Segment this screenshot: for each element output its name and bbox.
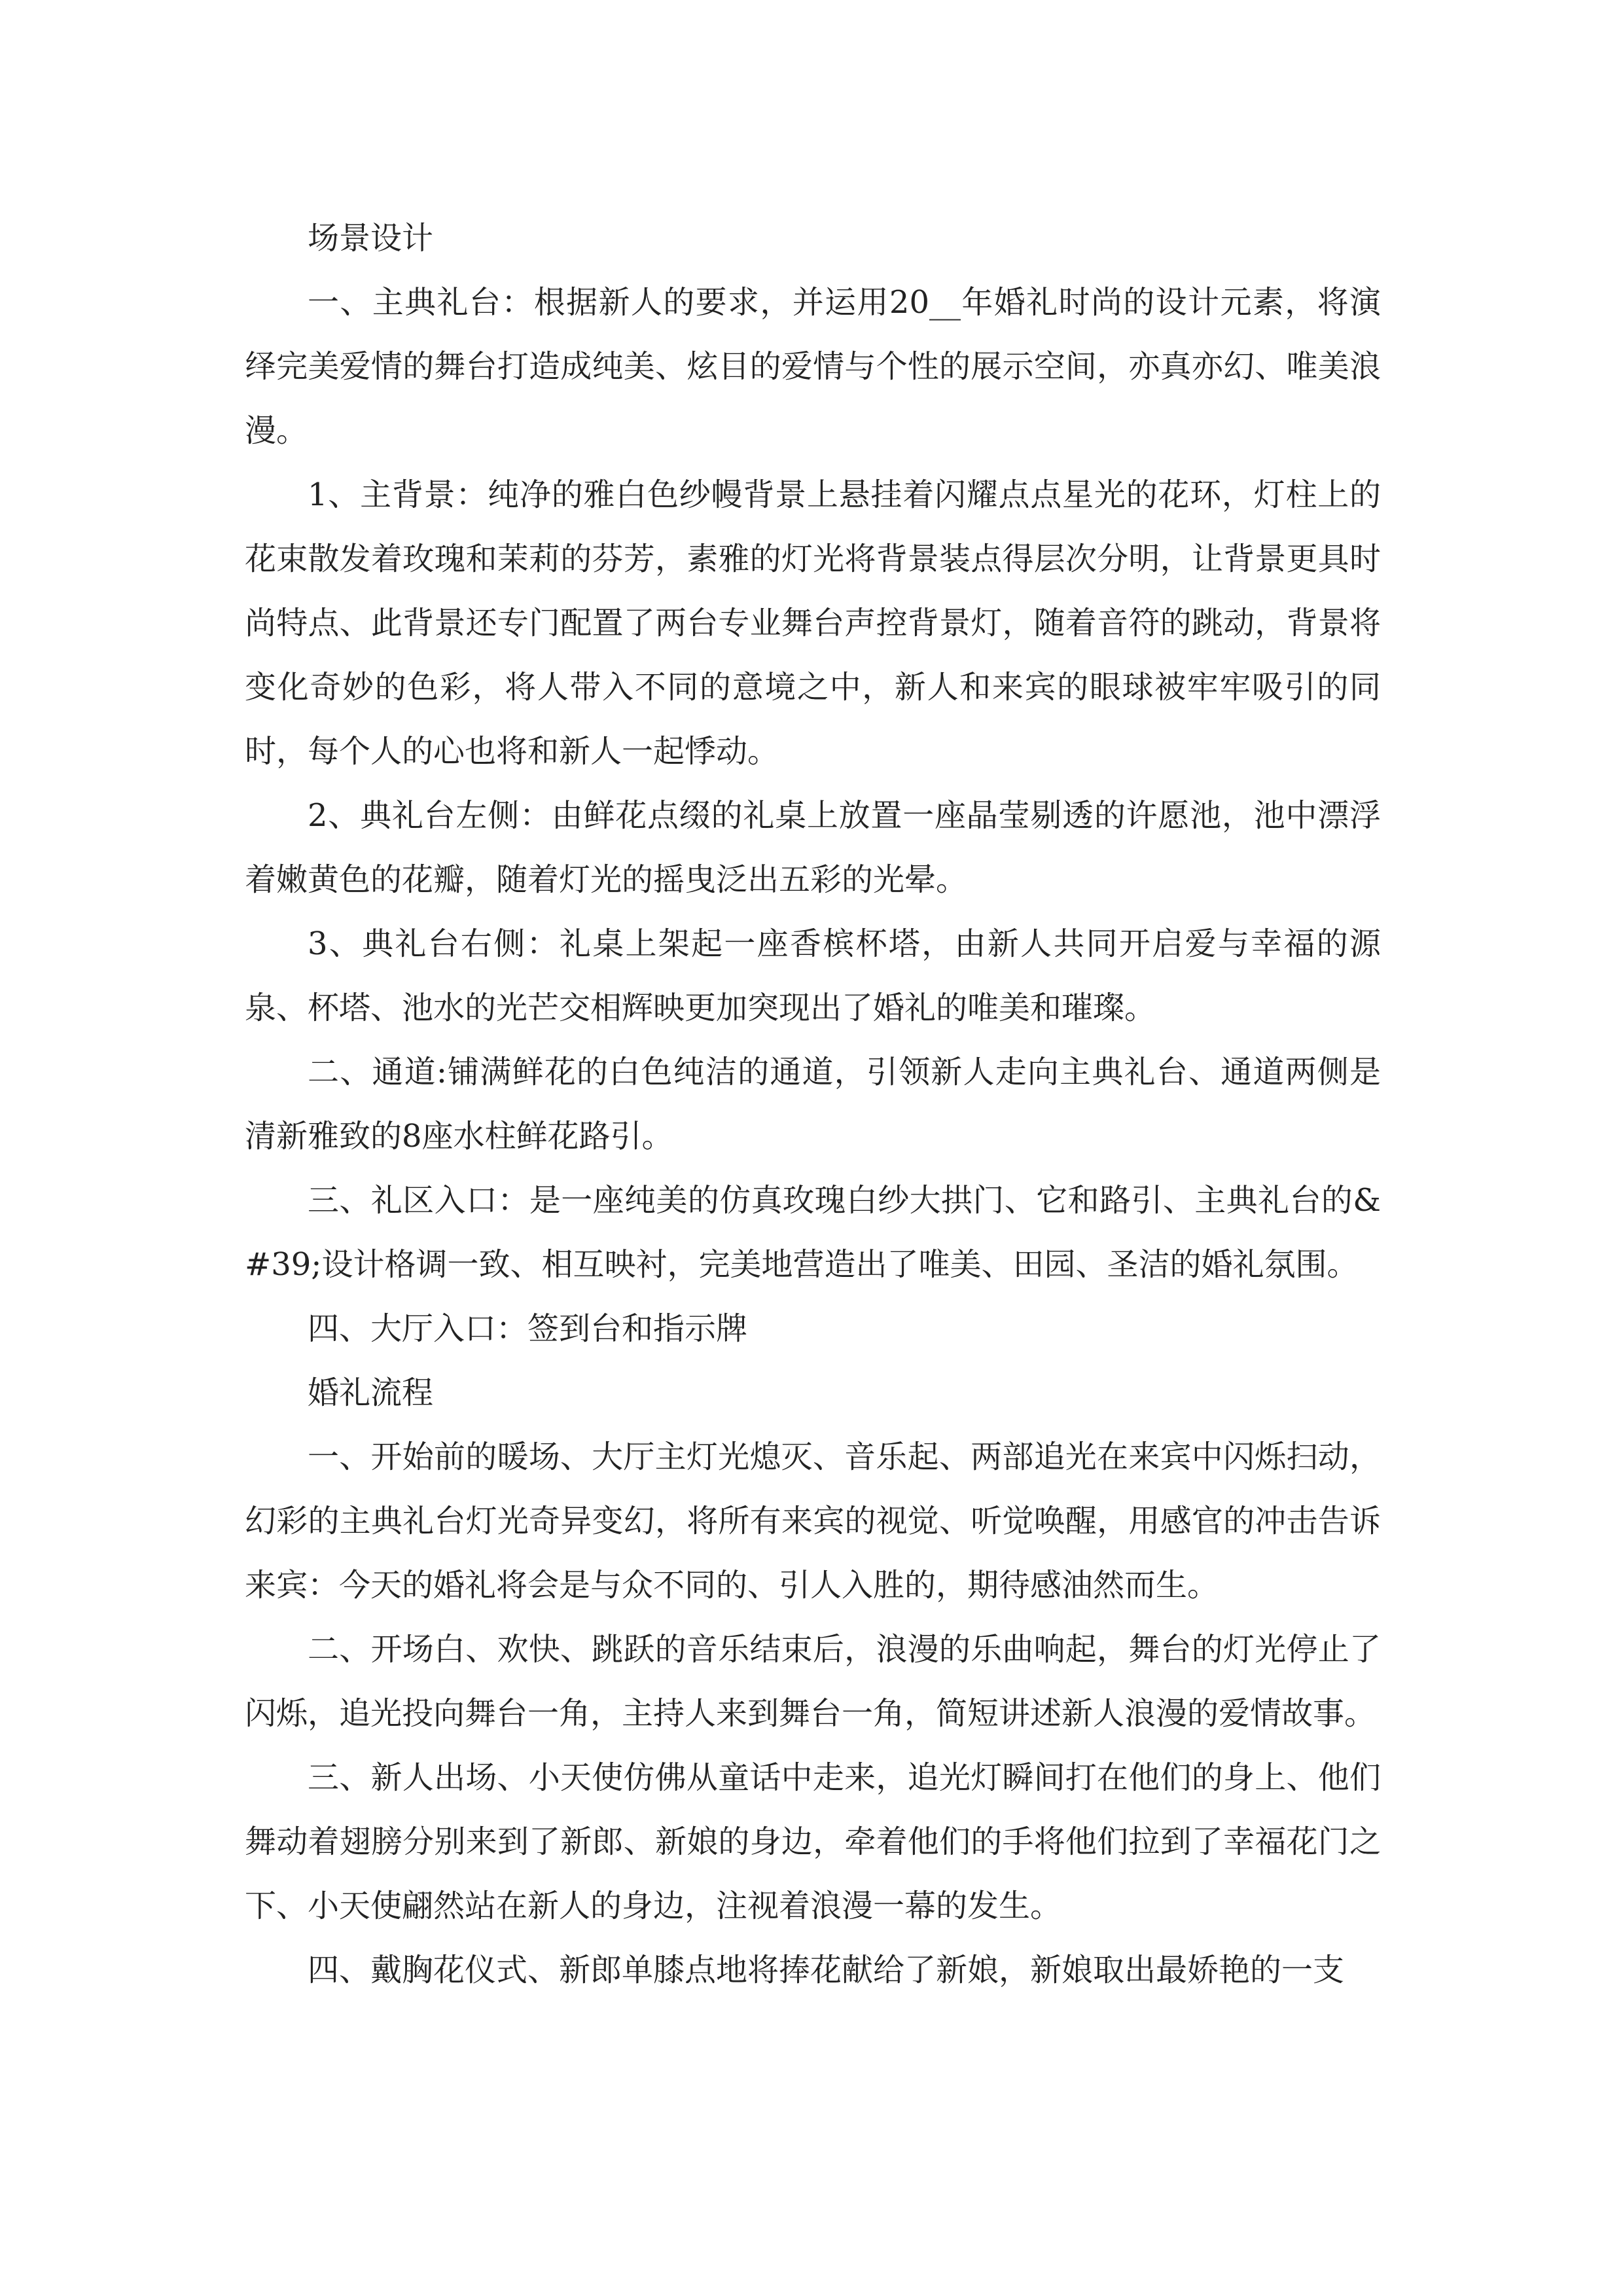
paragraph-couple-entrance: 三、新人出场、小天使仿佛从童话中走来，追光灯瞬间打在他们的身上、他们舞动着翅膀分别来到了新郎、新娘的身边，牵着他们的手将他们拉到了幸福花门之下、小天使翩然站在新人的身边，注视着浪漫一幕的发生。 [245,1759,1381,1924]
document-body [245,206,1381,2002]
paragraph-stage-right: 3、典礼台右侧：礼桌上架起一座香槟杯塔，由新人共同开启爱与幸福的源泉、杯塔、池水的光芒交相辉映更加突现出了婚礼的唯美和璀璨。 [245,925,1381,1026]
paragraph-hall-entrance: 四、大厅入口：签到台和指示牌 [308,1310,748,1347]
paragraph-aisle: 二、通道:铺满鲜花的白色纯洁的通道，引领新人走向主典礼台、通道两侧是清新雅致的8座水柱鲜花路引。 [245,1054,1381,1155]
paragraph-ceremony-entrance: 三、礼区入口：是一座纯美的仿真玫瑰白纱大拱门、它和路引、主典礼台的&#39;设计格调一致、相互映衬，完美地营造出了唯美、田园、圣洁的婚礼氛围。 [245,1182,1381,1283]
section-heading-scene-design: 场景设计 [308,220,434,257]
paragraph-opening: 二、开场白、欢快、跳跃的音乐结束后，浪漫的乐曲响起，舞台的灯光停止了闪烁，追光投向舞台一角，主持人来到舞台一角，简短讲述新人浪漫的爱情故事。 [245,1631,1381,1732]
section-heading-wedding-process: 婚礼流程 [308,1374,434,1411]
paragraph-corsage-ceremony: 四、戴胸花仪式、新郎单膝点地将捧花献给了新娘，新娘取出最娇艳的一支 [308,1952,1345,1988]
paragraph-warm-up: 一、开始前的暖场、大厅主灯光熄灭、音乐起、两部追光在来宾中闪烁扫动，幻彩的主典礼台灯光奇异变幻，将所有来宾的视觉、听觉唤醒，用感官的冲击告诉来宾：今天的婚礼将会是与众不同的、引人入胜的，期待感油然而生。 [245,1439,1381,1604]
paragraph-main-background: 1、主背景：纯净的雅白色纱幔背景上悬挂着闪耀点点星光的花环，灯柱上的花束散发着玫瑰和茉莉的芬芳，素雅的灯光将背景装点得层次分明，让背景更具时尚特点、此背景还专门配置了两台专业舞台声控背景灯，随着音符的跳动，背景将变化奇妙的色彩，将人带入不同的意境之中，新人和来宾的眼球被牢牢吸引的同时，每个人的心也将和新人一起悸动。 [245,476,1381,770]
paragraph-stage-left: 2、典礼台左侧：由鲜花点缀的礼桌上放置一座晶莹剔透的许愿池，池中漂浮着嫩黄色的花瓣，随着灯光的摇曳泛出五彩的光晕。 [245,797,1381,898]
paragraph-main-stage: 一、主典礼台：根据新人的要求，并运用20__年婚礼时尚的设计元素，将演绎完美爱情的舞台打造成纯美、炫目的爱情与个性的展示空间，亦真亦幻、唯美浪漫。 [245,284,1381,449]
